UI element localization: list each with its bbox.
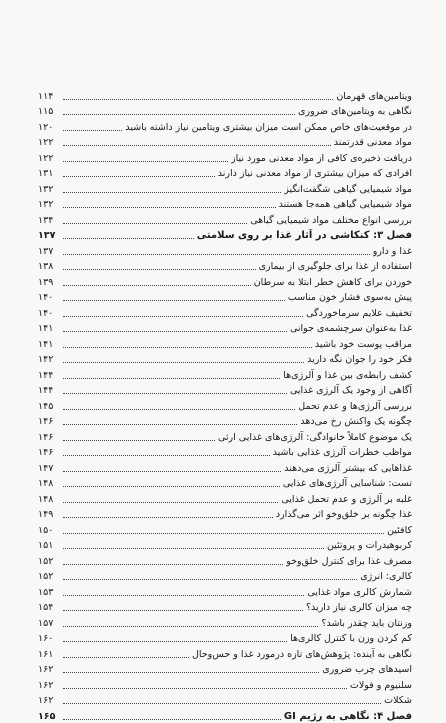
dot-leader bbox=[63, 439, 215, 441]
dot-leader bbox=[63, 299, 285, 301]
toc-page-number: ۱۳۸ bbox=[38, 261, 54, 272]
toc-chapter-title: فصل ۴: نگاهی به رژیم GI bbox=[283, 710, 412, 722]
toc-entry bbox=[38, 165, 412, 181]
toc-entry-title: چه میزان کالری نیاز دارید؟ bbox=[306, 602, 412, 613]
toc-entry-title: اسیدهای چرب ضروری bbox=[322, 664, 412, 675]
toc-page-number: ۱۵۳ bbox=[38, 586, 54, 598]
toc-entry bbox=[38, 676, 412, 692]
toc-entry bbox=[38, 118, 412, 134]
dot-leader bbox=[63, 702, 381, 704]
toc-chapter-heading bbox=[38, 227, 412, 243]
toc-page-number: ۱۵۴ bbox=[38, 602, 54, 613]
dot-leader bbox=[63, 547, 324, 549]
toc-entry-title: مواظب خطرات آلرژی غذایی باشید bbox=[272, 447, 412, 458]
toc-page-number: ۱۴۲ bbox=[38, 354, 54, 365]
toc-entry-title: خوردن برای کاهش خطر ابتلا به سرطان bbox=[253, 276, 412, 288]
toc-page-number: ۱۵۰ bbox=[38, 524, 54, 536]
toc-entry-title: پیش به‌سوی فشار خون مناسب bbox=[287, 292, 412, 303]
dot-leader bbox=[63, 377, 280, 379]
toc-page-number: ۱۲۲ bbox=[38, 152, 54, 164]
toc-entry-title: غذا به‌عنوان سرچشمه‌ی جوانی bbox=[289, 323, 412, 334]
toc-chapter-heading bbox=[38, 707, 412, 723]
toc-entry-title: نگاهی به آینده: پژوهش‌های تازه درمورد غذا و حس‌وحال bbox=[191, 648, 412, 660]
dot-leader bbox=[63, 237, 194, 239]
dot-leader bbox=[63, 113, 295, 115]
dot-leader bbox=[63, 594, 304, 596]
toc-page-number: ۱۴۸ bbox=[38, 493, 54, 505]
toc-page-number: ۱۵۷ bbox=[38, 617, 54, 629]
toc-page-number: ۱۳۷ bbox=[38, 230, 56, 241]
toc-page-number: ۱۶۰ bbox=[38, 633, 54, 644]
toc-page-number: ۱۶۲ bbox=[38, 664, 54, 675]
toc-entry-title: تست: شناسایی آلرژی‌های غذایی bbox=[282, 478, 412, 489]
dot-leader bbox=[63, 346, 312, 348]
toc-entry-title: کم کردن وزن با کنترل کالری‌ها bbox=[290, 633, 412, 644]
toc-entry bbox=[38, 614, 412, 630]
toc-page-number: ۱۶۲ bbox=[38, 679, 54, 691]
toc-entry bbox=[38, 428, 412, 444]
dot-leader bbox=[63, 160, 228, 162]
toc-entry-title: در موقعیت‌های خاص ممکن است میزان بیشتری ویتامین نیاز داشته باشید bbox=[125, 121, 412, 133]
toc-page-number: ۱۱۵ bbox=[38, 106, 54, 117]
toc-page-number: ۱۳۹ bbox=[38, 276, 54, 288]
toc-entry-title: تخفیف علایم سرماخوردگی bbox=[306, 307, 412, 319]
toc-entry bbox=[38, 459, 412, 475]
toc-page-number: ۱۲۰ bbox=[38, 121, 54, 133]
toc-page-number: ۱۱۴ bbox=[38, 90, 54, 102]
toc-entry bbox=[38, 351, 412, 367]
toc-entry bbox=[38, 149, 412, 165]
dot-leader bbox=[63, 144, 331, 146]
toc-entry bbox=[38, 366, 412, 382]
toc-entry bbox=[38, 521, 412, 537]
toc-entry bbox=[38, 103, 412, 119]
toc-entry-title: غذاهایی که بیشتر آلرژی می‌دهند bbox=[284, 462, 412, 474]
toc-entry bbox=[38, 490, 412, 506]
toc-entry-title: وزنتان باید چقدر باشد؟ bbox=[321, 617, 412, 629]
toc-page-number: ۱۶۲ bbox=[38, 695, 54, 706]
toc-entry-title: غذا و دارو bbox=[372, 245, 412, 257]
toc-entry-title: کشف رابطه‌ی بین غذا و آلرژی‌ها bbox=[283, 369, 412, 381]
dot-leader bbox=[63, 578, 357, 580]
dot-leader bbox=[63, 687, 347, 689]
toc-entry-title: غذا چگونه بر خلق‌وخو اثر می‌گذارد bbox=[275, 509, 412, 520]
table-of-contents bbox=[38, 87, 412, 723]
toc-entry-title: مصرف غذا برای کنترل خلق‌وخو bbox=[286, 555, 412, 567]
toc-entry bbox=[38, 692, 412, 708]
toc-entry bbox=[38, 134, 412, 150]
dot-leader bbox=[63, 609, 303, 611]
toc-entry bbox=[38, 552, 412, 568]
toc-entry bbox=[38, 645, 412, 661]
dot-leader bbox=[63, 485, 280, 487]
toc-entry-title: مواد شیمیایی گیاهی همه‌جا هستند bbox=[278, 199, 412, 210]
toc-entry bbox=[38, 382, 412, 398]
dot-leader bbox=[63, 625, 318, 627]
toc-entry-title: استفاده از غذا برای جلوگیری از بیماری bbox=[258, 261, 412, 272]
toc-entry bbox=[38, 475, 412, 491]
toc-entry-title: فکر خود را جوان نگه دارید bbox=[307, 354, 412, 365]
dot-leader bbox=[63, 392, 287, 394]
toc-page-number: ۱۵۲ bbox=[38, 571, 54, 582]
dot-leader bbox=[63, 640, 287, 642]
dot-leader bbox=[63, 315, 303, 317]
toc-page-number: ۱۴۸ bbox=[38, 478, 54, 489]
toc-entry bbox=[38, 180, 412, 196]
dot-leader bbox=[63, 423, 297, 425]
toc-entry bbox=[38, 397, 412, 413]
toc-entry-title: چگونه یک واکنش رخ می‌دهد bbox=[300, 416, 412, 427]
dot-leader bbox=[63, 470, 281, 472]
toc-entry-title: مواد شیمیایی گیاهی شگفت‌انگیز bbox=[284, 183, 412, 195]
dot-leader bbox=[63, 501, 278, 503]
toc-page-number: ۱۵۲ bbox=[38, 555, 54, 567]
toc-page-number: ۱۴۴ bbox=[38, 369, 54, 381]
toc-page-number: ۱۴۶ bbox=[38, 447, 54, 458]
toc-entry bbox=[38, 87, 412, 103]
toc-entry-title: شمارش کالری مواد غذایی bbox=[307, 586, 412, 598]
dot-leader bbox=[63, 361, 304, 363]
toc-page-number: ۱۳۲ bbox=[38, 183, 54, 195]
toc-entry bbox=[38, 258, 412, 274]
toc-page-number: ۱۳۱ bbox=[38, 168, 54, 179]
toc-entry-title: شکلات bbox=[384, 695, 412, 706]
toc-entry-title: نگاهی به ویتامین‌های ضروری bbox=[298, 106, 412, 117]
dot-leader bbox=[63, 718, 281, 720]
dot-leader bbox=[63, 656, 189, 658]
dot-leader bbox=[63, 284, 251, 286]
toc-entry bbox=[38, 599, 412, 615]
toc-page-number: ۱۴۱ bbox=[38, 338, 54, 350]
toc-entry bbox=[38, 444, 412, 460]
toc-chapter-title: فصل ۳: کنکاشی در آثار غذا بر روی سلامتی bbox=[196, 230, 412, 241]
toc-entry-title: یک موضوع کاملاً خانوادگی: آلرژی‌های غذایی ارثی bbox=[218, 431, 412, 443]
dot-leader bbox=[63, 516, 273, 518]
toc-page-number: ۱۳۴ bbox=[38, 214, 54, 226]
toc-entry bbox=[38, 630, 412, 646]
toc-page-number: ۱۳۲ bbox=[38, 199, 54, 210]
toc-entry-title: کالری: انرژی bbox=[360, 571, 412, 582]
toc-page-number: ۱۴۶ bbox=[38, 416, 54, 427]
toc-entry bbox=[38, 273, 412, 289]
dot-leader bbox=[63, 268, 256, 270]
toc-entry-title: غلبه بر آلرژی و عدم تحمل غذایی bbox=[281, 493, 412, 505]
toc-entry bbox=[38, 242, 412, 258]
toc-page-number: ۱۴۶ bbox=[38, 431, 54, 443]
toc-entry bbox=[38, 196, 412, 212]
dot-leader bbox=[63, 671, 319, 673]
toc-page-number: ۱۶۵ bbox=[38, 710, 56, 722]
toc-page-number: ۱۴۷ bbox=[38, 462, 54, 474]
dot-leader bbox=[63, 222, 247, 224]
toc-entry bbox=[38, 413, 412, 429]
dot-leader bbox=[63, 253, 370, 255]
toc-entry-title: کربوهیدرات و پروتئین bbox=[326, 540, 412, 551]
toc-entry-title: آگاهی از وجود یک آلرژی غذایی bbox=[289, 385, 412, 396]
toc-entry bbox=[38, 304, 412, 320]
toc-entry-title: کافئین bbox=[387, 524, 412, 536]
toc-entry-title: مراقب پوست خود باشید bbox=[314, 338, 412, 350]
dot-leader bbox=[63, 330, 287, 332]
toc-entry bbox=[38, 661, 412, 677]
dot-leader bbox=[63, 175, 215, 177]
toc-page-number: ۱۴۵ bbox=[38, 400, 54, 412]
dot-leader bbox=[63, 191, 281, 193]
toc-entry bbox=[38, 583, 412, 599]
toc-entry bbox=[38, 506, 412, 522]
toc-entry-title: سلنیوم و فولات bbox=[349, 679, 412, 691]
toc-entry bbox=[38, 335, 412, 351]
dot-leader bbox=[63, 532, 384, 534]
dot-leader bbox=[63, 563, 283, 565]
toc-page-number: ۱۴۰ bbox=[38, 307, 54, 319]
toc-entry bbox=[38, 320, 412, 336]
toc-entry-title: بررسی آلرژی‌ها و عدم تحمل bbox=[298, 400, 412, 412]
toc-page-number: ۱۲۲ bbox=[38, 137, 54, 148]
dot-leader bbox=[63, 129, 122, 131]
dot-leader bbox=[63, 408, 295, 410]
toc-entry bbox=[38, 289, 412, 305]
dot-leader bbox=[63, 206, 276, 208]
toc-page-number: ۱۶۱ bbox=[38, 648, 54, 660]
toc-entry-title: ویتامین‌های قهرمان bbox=[336, 90, 412, 102]
dot-leader bbox=[63, 98, 333, 100]
toc-page-number: ۱۴۴ bbox=[38, 385, 54, 396]
toc-page-number: ۱۳۷ bbox=[38, 245, 54, 257]
dot-leader bbox=[63, 454, 270, 456]
toc-entry bbox=[38, 537, 412, 553]
toc-entry bbox=[38, 568, 412, 584]
toc-entry bbox=[38, 211, 412, 227]
toc-page-number: ۱۴۱ bbox=[38, 323, 54, 334]
toc-entry-title: افرادی که میزان بیشتری از مواد معدنی نیاز دارند bbox=[217, 168, 412, 179]
toc-entry-title: بررسی انواع مختلف مواد شیمیایی گیاهی bbox=[250, 214, 412, 226]
toc-page-number: ۱۴۰ bbox=[38, 292, 54, 303]
toc-page-number: ۱۵۱ bbox=[38, 540, 54, 551]
toc-page-number: ۱۴۹ bbox=[38, 509, 54, 520]
toc-entry-title: مواد معدنی قدرتمند bbox=[333, 137, 412, 148]
toc-entry-title: دریافت ذخیره‌ی کافی از مواد معدنی مورد نیاز bbox=[231, 152, 412, 164]
